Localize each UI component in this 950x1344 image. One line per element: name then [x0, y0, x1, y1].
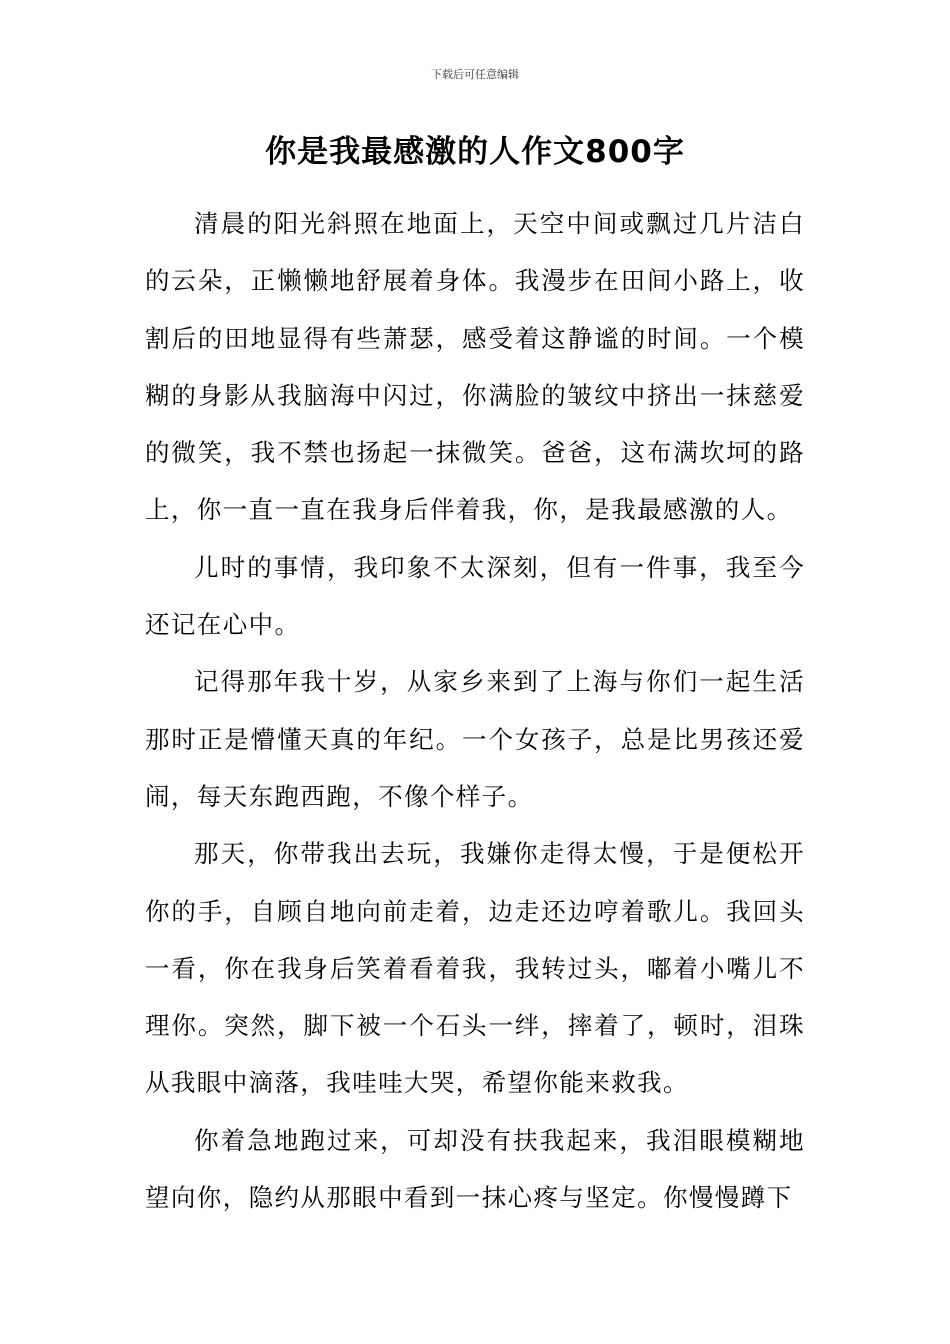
paragraph-3: 记得那年我十岁，从家乡来到了上海与你们一起生活那时正是懵懂天真的年纪。一个女孩子，总是比男孩还爱闹，每天东跑西跑，不像个样子。 — [145, 667, 805, 811]
paragraph-4: 那天，你带我出去玩，我嫌你走得太慢，于是便松开你的手，自顾自地向前走着，边走还边哼着歌儿。我回头一看，你在我身后笑着看着我，我转过头，嘟着小嘴儿不理你。突然，脚下被一个石头一绊，摔着了，顿时，泪珠从我眼中滴落，我哇哇大哭，希望你能来救我。 — [145, 839, 805, 1098]
header-note: 下载后可任意编辑 — [431, 68, 519, 81]
article-body — [145, 195, 805, 1226]
page-title: 你是我最感激的人作文800字 — [265, 134, 685, 170]
paragraph-5: 你着急地跑过来，可却没有扶我起来，我泪眼模糊地望向你，隐约从那眼中看到一抹心疼与坚定。你慢慢蹲下 — [145, 1125, 805, 1213]
paragraph-2: 儿时的事情，我印象不太深刻，但有一件事，我至今还记在心中。 — [145, 552, 805, 640]
paragraph-1: 清晨的阳光斜照在地面上，天空中间或飘过几片洁白的云朵，正懒懒地舒展着身体。我漫步在田间小路上，收割后的田地显得有些萧瑟，感受着这静谧的时间。一个模糊的身影从我脑海中闪过，你满脸的皱纹中挤出一抹慈爱的微笑，我不禁也扬起一抹微笑。爸爸，这布满坎坷的路上，你一直一直在我身后伴着我，你，是我最感激的人。 — [145, 209, 805, 525]
